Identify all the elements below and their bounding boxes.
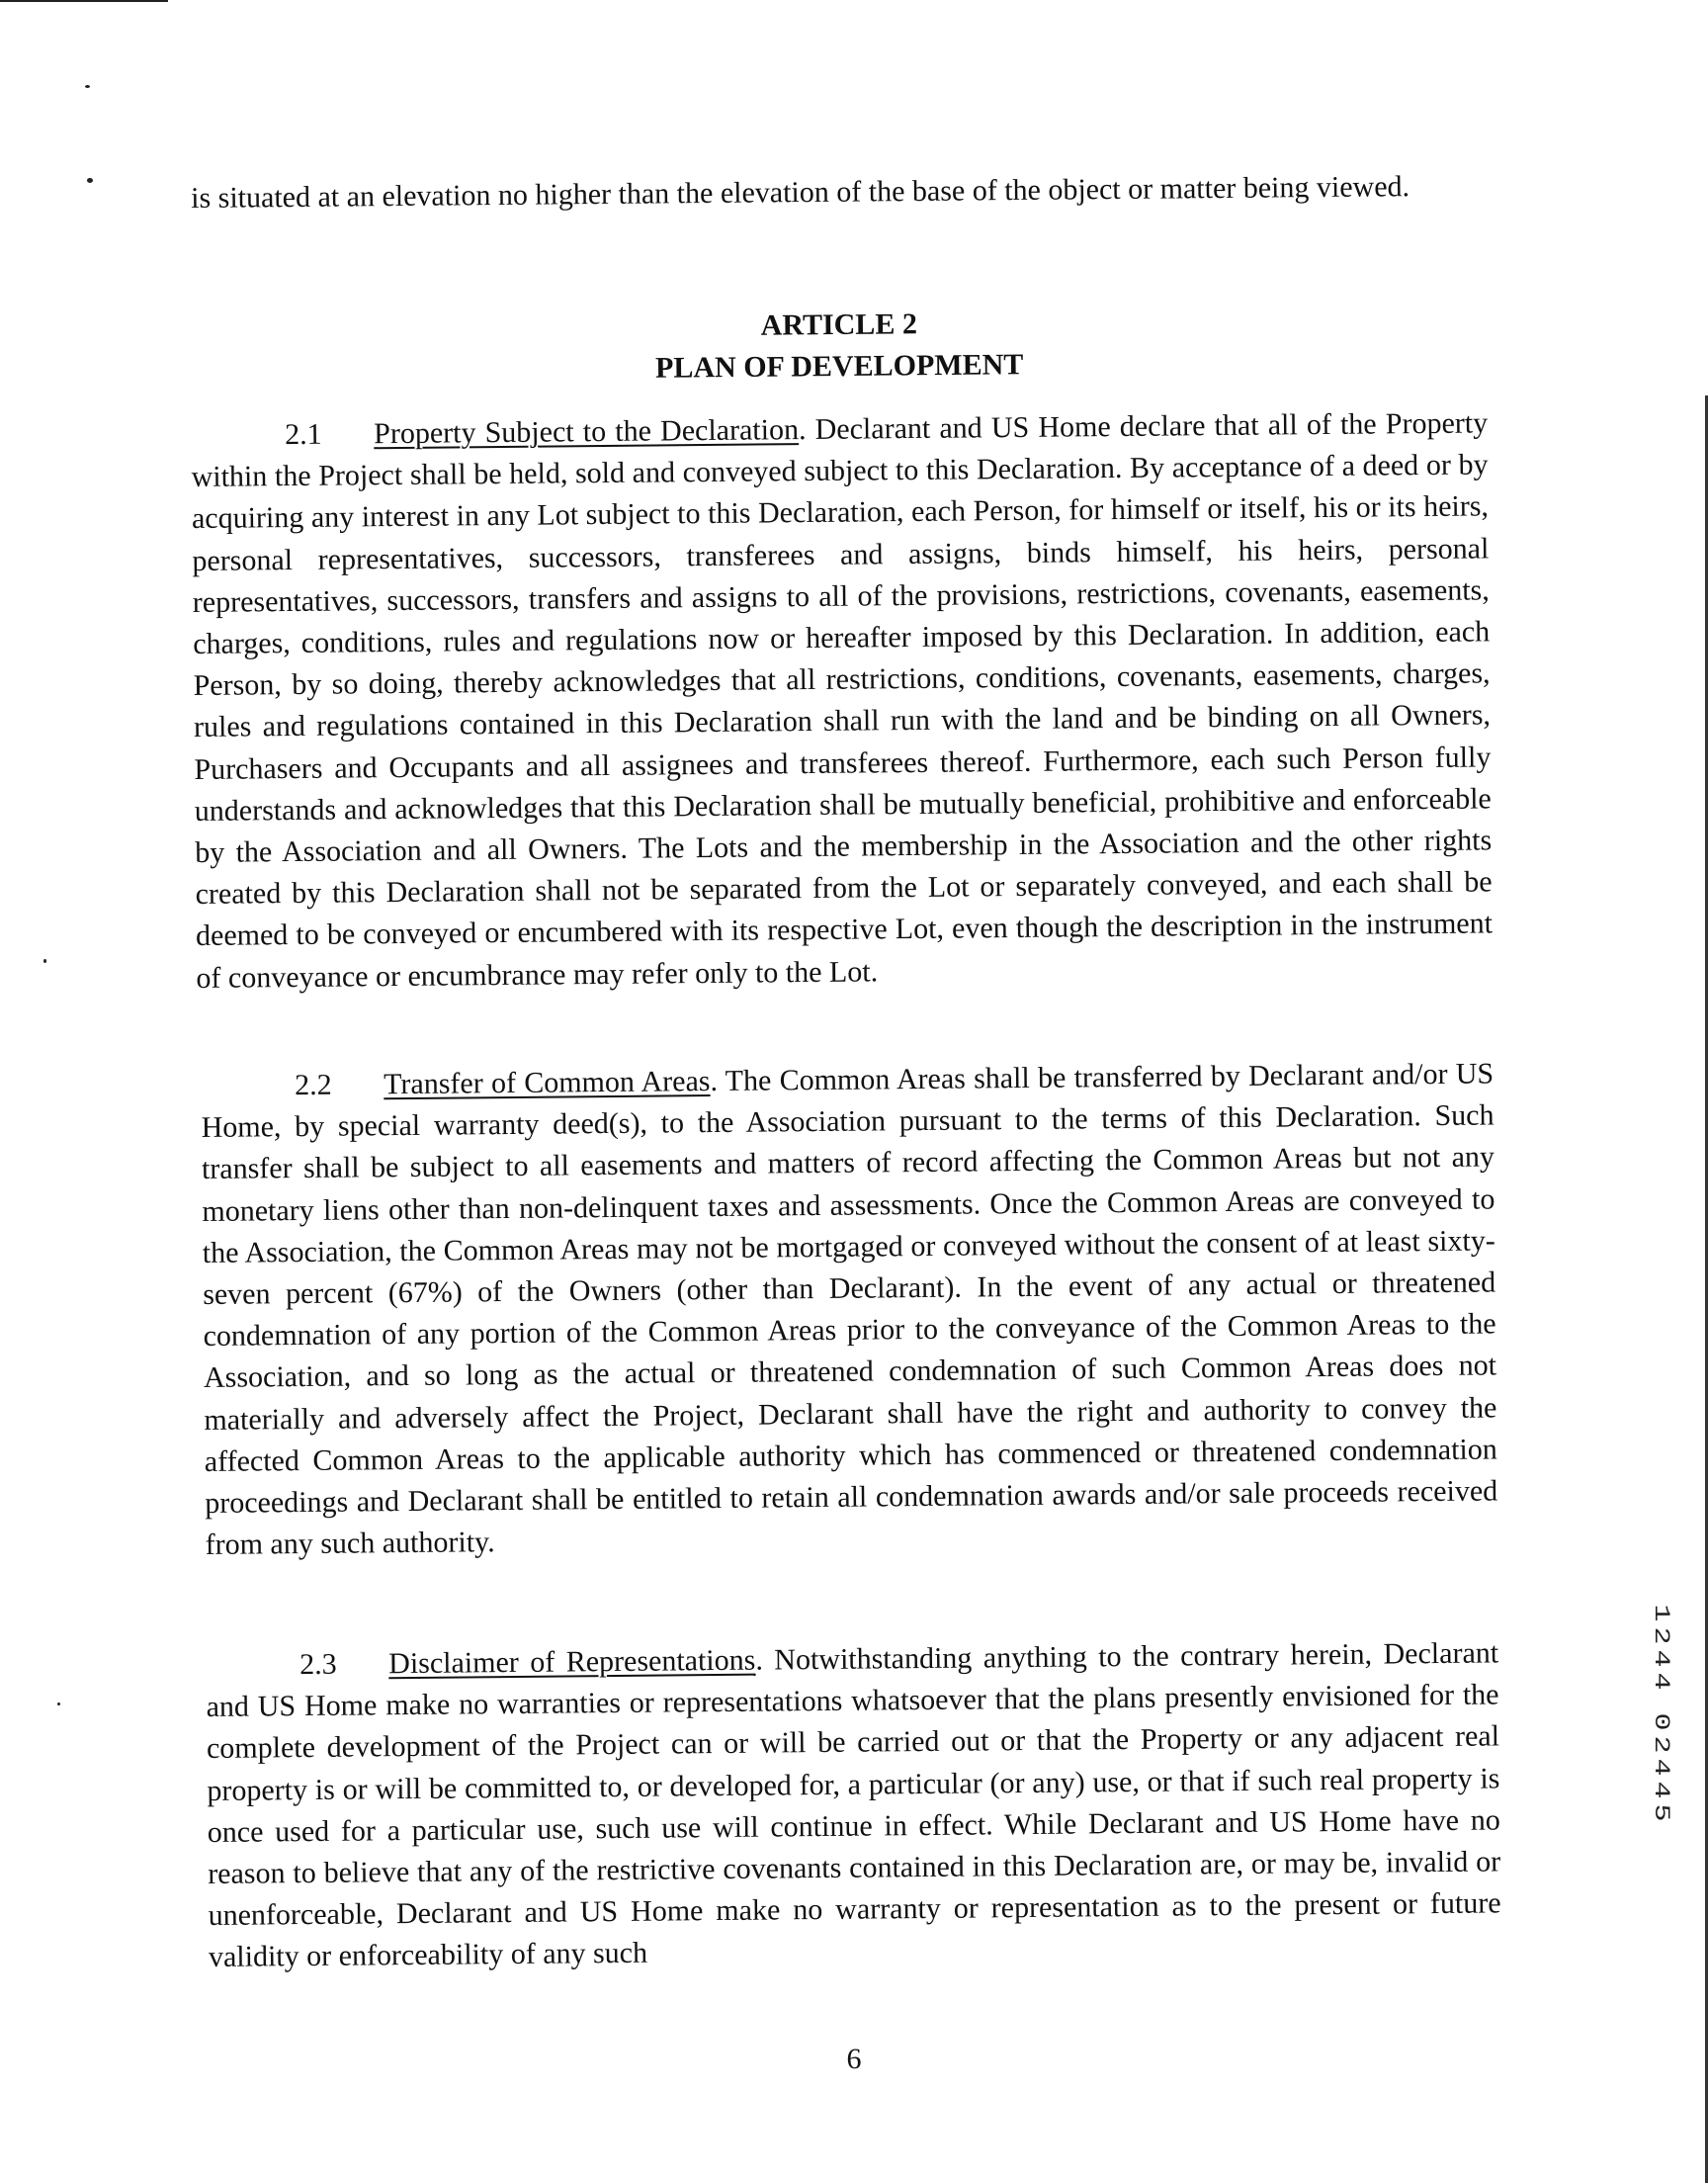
article-heading xyxy=(191,299,1489,394)
section-2-1 xyxy=(191,402,1494,999)
article-number: ARTICLE 2 xyxy=(760,307,918,342)
stamp-digit: 4 xyxy=(1648,1781,1674,1799)
stamp-digit: 1 xyxy=(1648,1604,1674,1622)
section-body: . The Common Areas shall be transferred by Declarant and/or US Home, by special warranty deed(s), to the Association pursuant to the terms of this Declaration. Such transfer shall be subject to all easements and matters of record affecting the Common Areas but not any monetary liens other than non-delinquent taxes and assessments. Once the Common Areas are conveyed to the Association, the Common Areas may not be mortgaged or conveyed without the consent of at least sixty-seven percent (67%) of the Owners (other than Declarant). In the event of any actual or threatened condemnation of any portion of the Common Areas prior to the conveyance of the Common Areas to the Association, and so long as the actual or threatened condemnation of such Common Areas does not materially and adversely affect the Project, Declarant shall have the right and authority to convey the affected Common Areas to the applicable authority which has commenced or threatened condemnation proceedings and Declarant shall be entitled to retain all condemnation awards and/or sale proceeds received from any such authority. xyxy=(201,1057,1498,1562)
stamp-digit: 4 xyxy=(1648,1649,1674,1668)
scan-speck xyxy=(43,959,46,963)
section-title: Disclaimer of Representations xyxy=(388,1643,756,1681)
stamp-digit: 2 xyxy=(1648,1735,1674,1754)
section-body: . Notwithstanding anything to the contrary herein, Declarant and US Home make no warranties or representations whatsoever that the plans presently envisioned for the complete development of the Project can or will be carried out or that the Property or any adjacent real property is or will be committed to, or developed for, a particular (or any) use, or that if such real property is once used for a particular use, such use will continue in effect. While Declarant and US Home have no reason to believe that any of the restrictive covenants contained in this Declaration are, or may be, invalid or unenforceable, Declarant and US Home make no warranty or representation as to the present or future validity or enforceability of any such xyxy=(206,1636,1501,1974)
page-number: 6 xyxy=(846,2043,862,2075)
article-title: PLAN OF DEVELOPMENT xyxy=(654,348,1024,385)
scan-speck xyxy=(87,178,93,183)
section-2-3 xyxy=(206,1632,1501,1978)
stamp-digit: 4 xyxy=(1648,1758,1674,1777)
recording-number-stamp xyxy=(1641,1602,1680,1824)
stamp-digit: 5 xyxy=(1648,1803,1674,1822)
section-2-2 xyxy=(201,1053,1498,1566)
section-number: 2.2 xyxy=(295,1068,332,1102)
section-number: 2.3 xyxy=(299,1647,337,1682)
stamp-digit: 4 xyxy=(1648,1672,1674,1691)
scan-edge-top xyxy=(0,0,168,2)
stamp-digit: 2 xyxy=(1648,1626,1674,1645)
scan-speck xyxy=(85,85,90,88)
section-title: Transfer of Common Areas xyxy=(384,1065,711,1101)
section-body: . Declarant and US Home declare that all of the Property within the Project shall be held, sold and conveyed subject to this Declaration. By acceptance of a deed or by acquiring any interest in any Lot subject to this Declaration, each Person, for himself or itself, his or its heirs, personal representatives, successors, transferees and assigns, binds himself, his heirs, personal representatives, successors, transfers and assigns to all of the provisions, restrictions, covenants, easements, charges, conditions, rules and regulations now or hereafter imposed by this Declaration. In addition, each Person, by so doing, thereby acknowledges that all restrictions, conditions, covenants, easements, charges, rules and regulations contained in this Declaration shall run with the land and be binding on all Owners, Purchasers and Occupants and all assignees and transferees thereof. Furthermore, each such Person fully understands and acknowledges that this Declaration shall be mutually beneficial, prohibitive and enforceable by the Association and all Owners. The Lots and the membership in the Association and the other rights created by this Declaration shall not be separated from the Lot or separately conveyed, and each shall be deemed to be conveyed or encumbered with its respective Lot, even though the description in the instrument of conveyance or encumbrance may refer only to the Lot. xyxy=(191,406,1494,995)
section-title: Property Subject to the Declaration xyxy=(374,413,800,451)
stamp-digit: 0 xyxy=(1648,1712,1674,1731)
continued-paragraph: is situated at an elevation no higher than the elevation of the base of the object or matter being viewed. xyxy=(191,170,1410,215)
scan-speck xyxy=(57,1703,60,1705)
section-number: 2.1 xyxy=(285,417,322,452)
